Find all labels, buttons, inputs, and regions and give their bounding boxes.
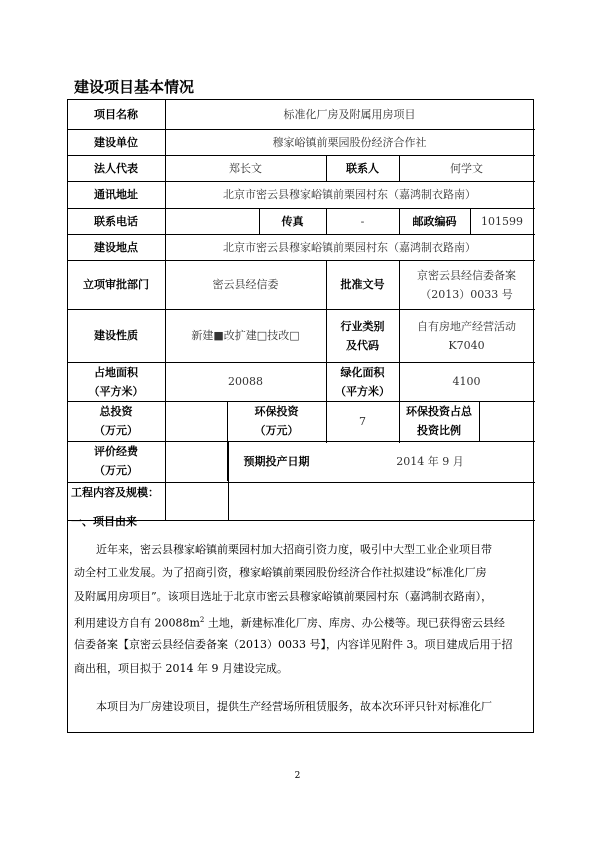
green-label bbox=[326, 362, 399, 401]
area-label-line2: （平方米） bbox=[88, 384, 144, 398]
nature-value: 新建■改扩建□技改□ bbox=[191, 329, 300, 342]
approval-dept-label: 立项审批部门 bbox=[83, 278, 149, 291]
site-value: 北京市密云县穆家峪镇前栗园村东（嘉鸿制衣路南） bbox=[223, 240, 476, 254]
env-ratio-value bbox=[479, 401, 534, 441]
postcode-value: 101599 bbox=[481, 214, 523, 228]
industry-value bbox=[399, 309, 534, 362]
env-ratio-label-line1: 环保投资占总 bbox=[406, 405, 472, 418]
nature-label: 建设性质 bbox=[94, 329, 138, 342]
env-inv-label-line1: 环保投资 bbox=[254, 405, 299, 418]
project-name-label: 项目名称 bbox=[94, 107, 138, 121]
green-label-line2: （平方米） bbox=[335, 384, 390, 398]
fax-label: 传真 bbox=[281, 214, 304, 228]
industry-label-line1: 行业类别 bbox=[340, 319, 385, 333]
para1-line4a: 利用建设方自有 20088m bbox=[74, 616, 200, 630]
superscript-2: 2 bbox=[199, 616, 205, 624]
section-1-heading: 一、项目由来 bbox=[71, 515, 137, 528]
address-value: 北京市密云县穆家峪镇前栗园村东（嘉鸿制衣路南） bbox=[223, 188, 476, 201]
total-inv-value bbox=[165, 401, 227, 441]
contact-label: 联系人 bbox=[346, 161, 379, 175]
env-ratio-label-line2: 投资比例 bbox=[417, 424, 461, 437]
builder-value: 穆家峪镇前栗园股份经济合作社 bbox=[272, 135, 427, 149]
paragraph-1 bbox=[74, 538, 526, 561]
green-value: 4100 bbox=[452, 375, 481, 388]
phone-label: 联系电话 bbox=[94, 214, 138, 228]
para1-line4b: 土地，新建标准化厂房、库房、办公楼等。现已获得密云县经 bbox=[204, 616, 505, 630]
address-label: 通讯地址 bbox=[94, 188, 138, 201]
para1-line3: 及附属用房项目”。该项目选址于北京市密云县穆家峪镇前栗园村东（嘉鸿制衣路南）， bbox=[74, 590, 493, 603]
para1-line2: 动全村工业发展。为了招商引资，穆家峪镇前栗园股份经济合作社拟建设“标准化厂房 bbox=[74, 566, 487, 579]
page-number: 2 bbox=[294, 771, 301, 781]
start-date-value: 2014 年 9 月 bbox=[396, 454, 464, 468]
area-label bbox=[67, 362, 165, 401]
fax-value: - bbox=[360, 214, 365, 228]
env-inv-label bbox=[227, 401, 326, 441]
total-inv-label-line1: 总投资 bbox=[99, 405, 133, 418]
approval-no-line1: 京密云县经信委备案 bbox=[417, 268, 516, 282]
approval-dept-value: 密云县经信委 bbox=[212, 278, 279, 291]
site-label: 建设地点 bbox=[94, 240, 138, 254]
industry-label bbox=[326, 309, 399, 362]
start-date-label: 预期投产日期 bbox=[243, 454, 310, 468]
postcode-label: 邮政编码 bbox=[412, 214, 457, 228]
para2-line1: 本项目为厂房建设项目，提供生产经营场所租赁服务，故本次环评只针对标准化厂 bbox=[96, 700, 492, 713]
total-inv-label bbox=[67, 401, 165, 441]
builder-label: 建设单位 bbox=[94, 135, 138, 149]
env-inv-label-line2: （万元） bbox=[254, 424, 299, 437]
area-value: 20088 bbox=[228, 375, 263, 388]
phone-value bbox=[165, 208, 259, 234]
eval-fee-label-line2: （万元） bbox=[94, 464, 138, 477]
page-title: 建设项目基本情况 bbox=[74, 78, 195, 96]
eval-fee-label-line1: 评价经费 bbox=[94, 445, 138, 458]
legal-rep-value: 郑长文 bbox=[229, 161, 262, 175]
industry-line1: 自有房地产经营活动 bbox=[417, 319, 516, 333]
para1-line5: 信委备案【京密云县经信委备案（2013）0033 号】，内容详见附件 3。项目建成后用于招 bbox=[74, 638, 513, 651]
para1-line6: 商出租，项目拟于 2014 年 9 月建设完成。 bbox=[74, 662, 288, 675]
para1-line1: 近年来，密云县穆家峪镇前栗园村加大招商引资力度，吸引中大型工业企业项目带 bbox=[96, 543, 492, 556]
industry-label-line2: 及代码 bbox=[346, 338, 379, 352]
env-ratio-label bbox=[399, 401, 479, 441]
contact-value: 何学文 bbox=[450, 161, 483, 175]
approval-no-value bbox=[399, 260, 534, 309]
eval-fee-value bbox=[165, 441, 227, 481]
area-label-line1: 占地面积 bbox=[94, 365, 138, 379]
legal-rep-label: 法人代表 bbox=[94, 161, 138, 175]
project-name-value: 标准化厂房及附属用房项目 bbox=[283, 107, 416, 121]
approval-no-line2: （2013）0033 号 bbox=[420, 287, 513, 301]
eval-fee-label bbox=[67, 441, 165, 481]
env-inv-value: 7 bbox=[359, 414, 366, 428]
green-label-line1: 绿化面积 bbox=[340, 365, 385, 379]
total-inv-label-line2: （万元） bbox=[94, 424, 138, 437]
approval-no-label: 批准文号 bbox=[340, 278, 385, 291]
scope-heading: 工程内容及规模： bbox=[71, 486, 159, 499]
industry-line2: K7040 bbox=[448, 338, 485, 352]
para1-line4 bbox=[74, 609, 526, 635]
